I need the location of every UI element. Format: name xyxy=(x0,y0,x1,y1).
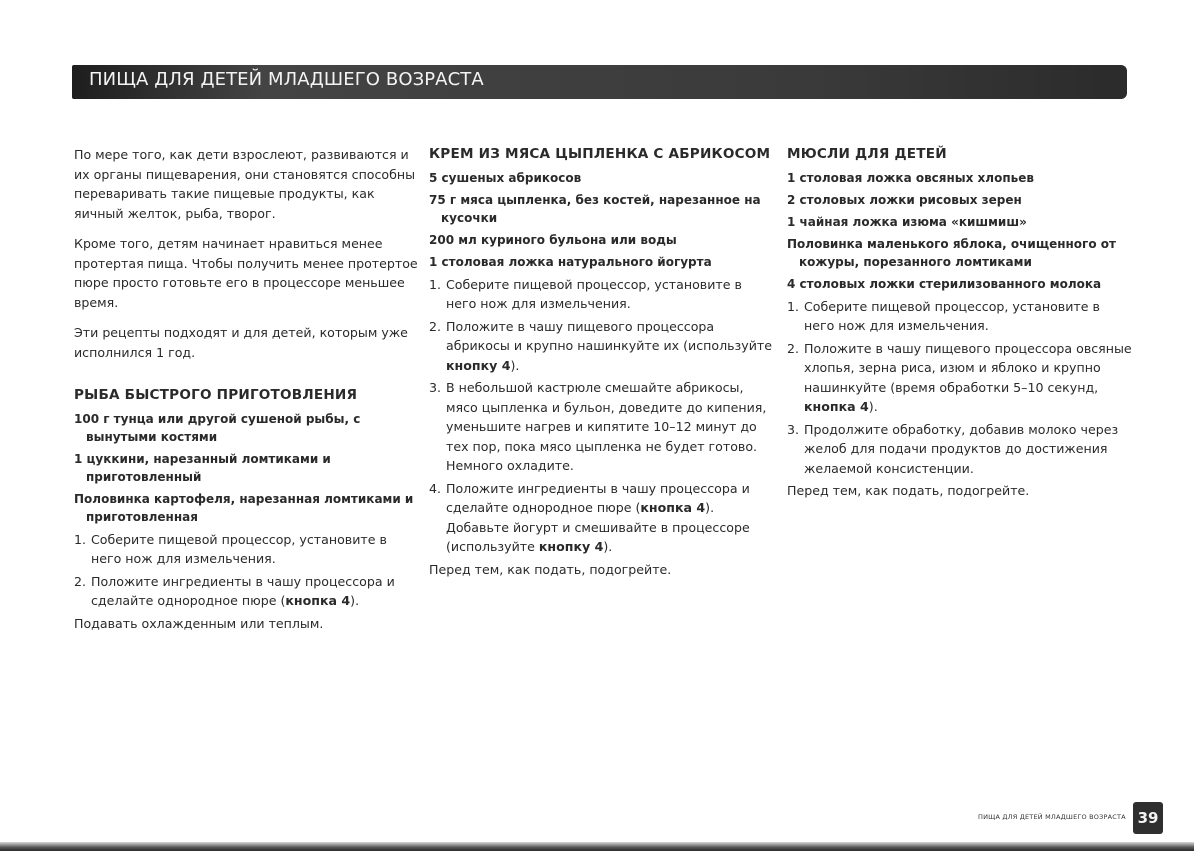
ingredient: Половинка картофеля, нарезанная ломтиками и приготовленная xyxy=(74,491,414,524)
section-title: ПИЩА ДЛЯ ДЕТЕЙ МЛАДШЕГО ВОЗРАСТА xyxy=(89,69,484,90)
step-number: 1. xyxy=(787,298,800,314)
ingredient: 1 столовая ложка натурального йогурта xyxy=(429,254,712,269)
ingredient: 1 столовая ложка овсяных хлопьев xyxy=(787,170,1034,185)
intro-paragraph: Эти рецепты подходят и для детей, которым уже исполнился 1 год. xyxy=(74,325,408,360)
step-text: Продолжите обработку, добавив молоко через желоб для подачи продуктов до достижения желаемой консистенции. xyxy=(804,421,1119,476)
recipe-final-note: Подавать охлажденным или теплым. xyxy=(74,615,324,631)
step-text: Положите в чашу пищевого процессора овсяные хлопья, зерна риса, изюм и яблоко и крупно нашинкуйте (время обработки 5–10 секунд, xyxy=(804,340,1132,395)
step-text: ). xyxy=(603,539,613,554)
column-3 xyxy=(787,145,1132,501)
running-footer-title: ПИЩА ДЛЯ ДЕТЕЙ МЛАДШЕГО ВОЗРАСТА xyxy=(978,813,1126,821)
step-text: Соберите пищевой процессор, установите в него нож для измельчения. xyxy=(446,276,742,311)
step-text: ). Добавьте йогурт и смешивайте в процессоре (используйте xyxy=(446,500,750,554)
recipe-final-note: Перед тем, как подать, подогрейте. xyxy=(429,561,672,577)
step-number: 2. xyxy=(74,573,87,589)
recipe-step xyxy=(787,420,1132,479)
step-number: 3. xyxy=(787,421,800,437)
button-reference: кнопку 4 xyxy=(446,357,511,373)
recipe-title: КРЕМ ИЗ МЯСА ЦЫПЛЕНКА С АБРИКОСОМ xyxy=(429,146,771,162)
ingredient: 75 г мяса цыпленка, без костей, нарезанное на кусочки xyxy=(429,192,761,225)
page-number: 39 xyxy=(1133,802,1163,834)
step-number: 1. xyxy=(74,531,87,547)
step-number: 4. xyxy=(429,480,442,496)
step-number: 2. xyxy=(429,318,442,334)
recipe-step xyxy=(429,378,774,476)
recipe-step xyxy=(74,572,419,611)
recipe-final-note: Перед тем, как подать, подогрейте. xyxy=(787,483,1030,498)
recipe-step xyxy=(429,479,774,557)
step-text: Соберите пищевой процессор, установите в него нож для измельчения. xyxy=(804,298,1100,333)
recipe-step xyxy=(787,297,1132,336)
button-reference: кнопку 4 xyxy=(538,539,604,554)
step-text: ). xyxy=(350,593,360,608)
button-reference: кнопка 4 xyxy=(285,593,351,608)
column-2 xyxy=(429,145,774,579)
section-header-banner xyxy=(72,65,1127,99)
step-text: Соберите пищевой процессор, установите в него нож для измельчения. xyxy=(91,531,387,566)
recipe-steps xyxy=(74,530,419,611)
step-text: В небольшой кастрюле смешайте абрикосы, мясо цыпленка и бульон, доведите до кипения, уменьшите нагрев и кипятите 10–12 минут до тех пор, пока мясо цыпленка не будет готово. Немного охладите. xyxy=(446,380,767,473)
ingredient: 1 чайная ложка изюма «кишмиш» xyxy=(787,214,1027,229)
step-text: Положите в чашу пищевого процессора абрикосы и крупно нашинкуйте их (используйте xyxy=(446,318,772,353)
ingredient: 4 столовых ложки стерилизованного молока xyxy=(787,276,1102,291)
step-text: Положите ингредиенты в чашу процессора и сделайте однородное пюре ( xyxy=(446,480,750,515)
ingredient: 1 цуккини, нарезанный ломтиками и приготовленный xyxy=(74,451,331,484)
step-text: ). xyxy=(510,357,520,373)
recipe-step xyxy=(787,339,1132,417)
step-number: 3. xyxy=(429,380,442,395)
column-1 xyxy=(74,145,419,633)
recipe-step xyxy=(429,275,774,314)
step-text: ). xyxy=(868,399,878,414)
recipe-title: РЫБА БЫСТРОГО ПРИГОТОВЛЕНИЯ xyxy=(74,387,358,403)
step-number: 1. xyxy=(429,276,442,292)
recipe-step xyxy=(429,317,774,376)
button-reference: кнопка 4 xyxy=(640,500,706,515)
recipe-step xyxy=(74,530,419,569)
recipe-title: МЮСЛИ ДЛЯ ДЕТЕЙ xyxy=(787,146,947,162)
step-number: 2. xyxy=(787,340,800,356)
ingredient: 5 сушеных абрикосов xyxy=(429,170,582,185)
intro-paragraph: По мере того, как дети взрослеют, развиваются и их органы пищеварения, они становятся способны переваривать такие пищевые продукты, как яичный желток, рыба, творог. xyxy=(74,147,416,221)
button-reference: кнопка 4 xyxy=(804,399,869,414)
ingredient: 2 столовых ложки рисовых зерен xyxy=(787,192,1022,207)
intro-paragraph: Кроме того, детям начинает нравиться менее протертая пища. Чтобы получить менее протертое пюре просто готовьте его в процессоре меньшее время. xyxy=(74,236,418,310)
ingredient: 200 мл куриного бульона или воды xyxy=(429,232,677,247)
ingredient: Половинка маленького яблока, очищенного от кожуры, порезанного ломтиками xyxy=(787,236,1116,269)
ingredient: 100 г тунца или другой сушеной рыбы, с вынутыми костями xyxy=(74,411,361,444)
recipe-steps xyxy=(787,297,1132,479)
recipe-steps xyxy=(429,275,774,557)
step-text: Положите ингредиенты в чашу процессора и сделайте однородное пюре ( xyxy=(91,573,395,608)
page-edge-shadow xyxy=(0,842,1194,851)
